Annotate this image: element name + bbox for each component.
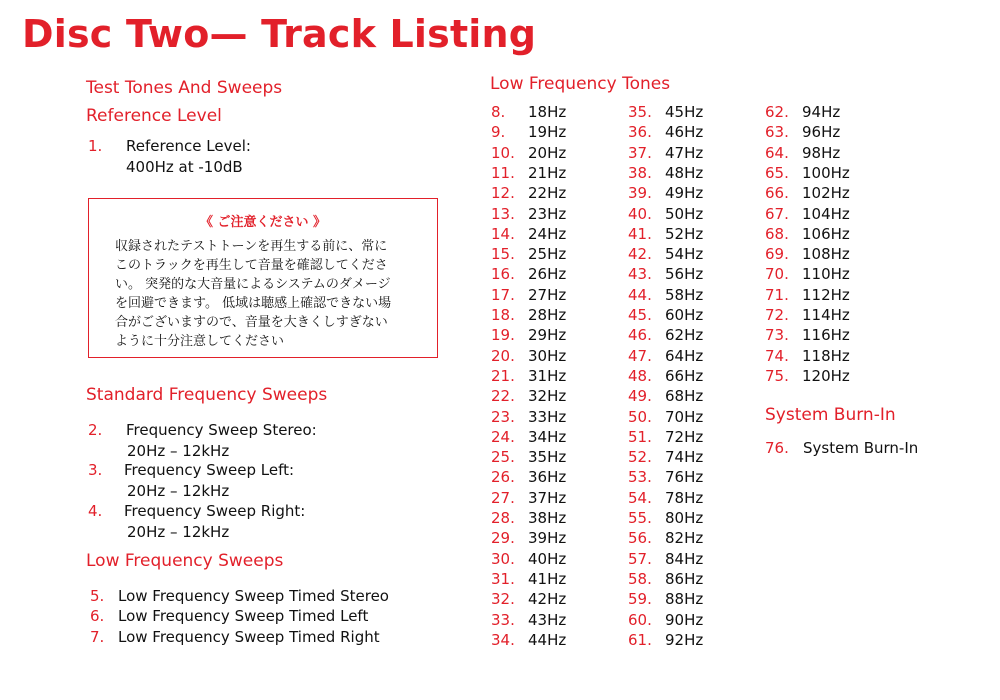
track-number: 7.: [90, 628, 105, 646]
caution-line: い。 突発的な大音量によるシステムのダメージ: [115, 277, 391, 292]
tone-track: [628, 611, 703, 629]
track-number: 40.: [628, 204, 652, 223]
track-title: 54Hz: [665, 245, 704, 264]
track-number: 37.: [628, 143, 652, 162]
tone-track: [491, 590, 566, 608]
tone-track: [628, 570, 703, 588]
caution-title: 《 ご注意ください 》: [199, 215, 327, 230]
track-title: 116Hz: [802, 326, 850, 345]
track-title: 22Hz: [528, 184, 567, 203]
burn-in-heading: System Burn-In: [765, 405, 896, 425]
track-number: 19.: [491, 326, 515, 345]
tone-track: [628, 306, 703, 324]
track-title: 46Hz: [665, 123, 704, 142]
track-number: 46.: [628, 326, 652, 345]
tone-track: [765, 367, 850, 385]
tone-track: [765, 347, 850, 365]
tone-track: [628, 245, 703, 263]
track-number: 64.: [765, 143, 789, 162]
track-number: 44.: [628, 285, 652, 304]
caution-line: 合がございますので、音量を大きくしすぎない: [115, 315, 388, 330]
track-number: 3.: [88, 461, 103, 479]
track-title: 108Hz: [802, 245, 850, 264]
track-number: 72.: [765, 306, 789, 324]
tone-track: [628, 184, 703, 202]
track-title: 66Hz: [665, 366, 704, 385]
caution-box: [88, 198, 438, 358]
track-number: 36.: [628, 123, 652, 142]
track-title: Frequency Sweep Left:: [124, 461, 295, 479]
track-title: 21Hz: [528, 163, 567, 182]
tone-track: [628, 123, 703, 141]
track-1: [88, 137, 251, 155]
tone-track: [628, 286, 703, 304]
track-detail: 20Hz – 12kHz: [127, 482, 230, 500]
track-number: 10.: [491, 143, 515, 162]
tone-track: [765, 245, 850, 263]
track-number: 16.: [491, 265, 515, 284]
track-number: 28.: [491, 509, 515, 527]
tone-track: [628, 103, 703, 121]
track-title: Reference Level:: [126, 137, 251, 155]
track-title: 118Hz: [802, 346, 850, 365]
tone-track: [628, 428, 703, 446]
track-number: 18.: [491, 306, 515, 324]
track-number: 33.: [491, 610, 515, 629]
tone-track: [491, 306, 566, 324]
tone-track: [491, 448, 566, 466]
track-number: 23.: [491, 407, 515, 426]
track-number: 67.: [765, 204, 789, 223]
tone-track: [491, 286, 566, 304]
track-title: 68Hz: [665, 387, 704, 406]
track-title: 34Hz: [528, 427, 567, 446]
low-tones-heading: Low Frequency Tones: [490, 74, 671, 94]
tone-track: [628, 408, 703, 426]
track-title: 37Hz: [528, 488, 567, 507]
tone-track: [491, 570, 566, 588]
track-title: 86Hz: [665, 569, 704, 588]
track-title: 38Hz: [528, 509, 567, 527]
test-tones-heading: Test Tones And Sweeps: [86, 78, 283, 98]
tone-track: [628, 347, 703, 365]
track-number: 15.: [491, 245, 515, 264]
tone-track: [491, 489, 566, 507]
tone-track: [628, 529, 703, 547]
track-title: 64Hz: [665, 346, 704, 365]
track-number: 76.: [765, 439, 789, 457]
track-title: 35Hz: [528, 448, 567, 467]
track-7: [90, 628, 380, 646]
track-number: 35.: [628, 103, 652, 121]
tone-track: [491, 123, 566, 141]
track-title: 41Hz: [528, 569, 567, 588]
track-title: Low Frequency Sweep Timed Right: [118, 628, 380, 646]
tone-track: [491, 631, 566, 649]
track-title: 47Hz: [665, 143, 704, 162]
track-3: [88, 461, 294, 479]
track-number: 51.: [628, 427, 652, 446]
track-number: 24.: [491, 427, 515, 446]
tone-track: [491, 184, 566, 202]
track-title: 39Hz: [528, 529, 567, 548]
tone-track: [628, 326, 703, 344]
track-number: 73.: [765, 326, 789, 345]
track-title: 49Hz: [665, 184, 704, 203]
track-title: 42Hz: [528, 590, 567, 609]
tone-track: [765, 326, 850, 344]
tone-track: [628, 489, 703, 507]
track-number: 2.: [88, 421, 103, 439]
track-number: 11.: [491, 163, 515, 182]
track-title: 18Hz: [528, 103, 567, 121]
track-number: 30.: [491, 549, 515, 568]
caution-line: このトラックを再生して音量を確認してくださ: [115, 258, 388, 273]
track-title: Frequency Sweep Right:: [124, 502, 306, 520]
track-number: 38.: [628, 163, 652, 182]
track-number: 52.: [628, 448, 652, 467]
tone-track: [491, 164, 566, 182]
tone-track: [628, 225, 703, 243]
track-2: [88, 421, 317, 439]
tone-track: [491, 205, 566, 223]
track-number: 48.: [628, 366, 652, 385]
caution-line: ように十分注意してください: [115, 334, 285, 349]
track-number: 59.: [628, 590, 652, 609]
caution-line: 収録されたテストトーンを再生する前に、常に: [115, 239, 388, 254]
track-number: 43.: [628, 265, 652, 284]
track-number: 60.: [628, 610, 652, 629]
tone-track: [628, 468, 703, 486]
page-title: Disc Two— Track Listing: [22, 12, 537, 56]
track-number: 25.: [491, 448, 515, 467]
track-title: 94Hz: [802, 103, 841, 121]
track-number: 6.: [90, 607, 105, 625]
track-detail: 20Hz – 12kHz: [127, 523, 230, 541]
tone-track: [491, 468, 566, 486]
track-title: 62Hz: [665, 326, 704, 345]
track-number: 74.: [765, 346, 789, 365]
tone-track: [628, 144, 703, 162]
track-number: 58.: [628, 569, 652, 588]
track-number: 8.: [491, 103, 506, 121]
track-number: 66.: [765, 184, 789, 203]
track-number: 12.: [491, 184, 515, 203]
track-number: 31.: [491, 569, 515, 588]
track-title: 96Hz: [802, 123, 841, 142]
tone-track: [491, 144, 566, 162]
tone-track: [491, 611, 566, 629]
track-number: 56.: [628, 529, 652, 548]
track-title: 48Hz: [665, 163, 704, 182]
track-title: 25Hz: [528, 245, 567, 264]
track-number: 13.: [491, 204, 515, 223]
tone-track: [491, 529, 566, 547]
track-number: 57.: [628, 549, 652, 568]
track-title: 106Hz: [802, 224, 850, 243]
track-number: 71.: [765, 285, 789, 304]
track-number: 9.: [491, 123, 506, 142]
track-title: 31Hz: [528, 366, 567, 385]
tone-track: [491, 347, 566, 365]
track-number: 34.: [491, 630, 515, 649]
track-title: 110Hz: [802, 265, 850, 284]
standard-sweeps-heading: Standard Frequency Sweeps: [86, 385, 328, 405]
track-title: 112Hz: [802, 285, 850, 304]
track-title: 19Hz: [528, 123, 567, 142]
tone-track: [628, 509, 703, 527]
track-number: 41.: [628, 224, 652, 243]
track-number: 4.: [88, 502, 103, 520]
track-title: 104Hz: [802, 204, 850, 223]
track-title: 26Hz: [528, 265, 567, 284]
track-title: 82Hz: [665, 529, 704, 548]
track-number: 70.: [765, 265, 789, 284]
tone-track: [628, 164, 703, 182]
track-title: 30Hz: [528, 346, 567, 365]
tone-track: [491, 367, 566, 385]
tone-track: [765, 184, 850, 202]
track-number: 17.: [491, 285, 515, 304]
track-number: 26.: [491, 468, 515, 487]
track-detail: 400Hz at -10dB: [126, 158, 243, 176]
track-title: 70Hz: [665, 407, 704, 426]
track-number: 75.: [765, 366, 789, 385]
track-title: Frequency Sweep Stereo:: [126, 421, 317, 439]
tone-track: [491, 408, 566, 426]
track-title: 88Hz: [665, 590, 704, 609]
tone-track: [491, 225, 566, 243]
track-title: 76Hz: [665, 468, 704, 487]
tone-track: [628, 367, 703, 385]
tone-track: [491, 550, 566, 568]
track-title: 72Hz: [665, 427, 704, 446]
tone-track: [491, 387, 566, 405]
track-number: 49.: [628, 387, 652, 406]
track-number: 69.: [765, 245, 789, 264]
track-title: Low Frequency Sweep Timed Stereo: [118, 587, 389, 605]
track-title: 45Hz: [665, 103, 704, 121]
track-number: 20.: [491, 346, 515, 365]
track-title: 90Hz: [665, 610, 704, 629]
caution-line: を回避できます。 低域は聴感上確認できない場: [115, 296, 392, 311]
tone-track: [628, 205, 703, 223]
track-76: [765, 439, 918, 457]
tone-track: [628, 550, 703, 568]
track-title: System Burn-In: [803, 439, 919, 457]
tone-track: [765, 103, 840, 121]
tone-track: [765, 164, 850, 182]
tone-track: [491, 103, 566, 121]
tone-track: [765, 265, 850, 283]
tone-track: [628, 448, 703, 466]
track-title: 43Hz: [528, 610, 567, 629]
track-title: 60Hz: [665, 306, 704, 324]
tone-track: [765, 144, 840, 162]
tone-track: [765, 225, 850, 243]
track-4: [88, 502, 305, 520]
track-title: 44Hz: [528, 630, 567, 649]
track-title: 80Hz: [665, 509, 704, 527]
track-number: 27.: [491, 488, 515, 507]
track-title: 29Hz: [528, 326, 567, 345]
track-number: 42.: [628, 245, 652, 264]
track-title: 24Hz: [528, 224, 567, 243]
tone-track: [628, 265, 703, 283]
tone-track: [491, 428, 566, 446]
tone-track: [765, 286, 850, 304]
track-number: 21.: [491, 366, 515, 385]
track-number: 54.: [628, 488, 652, 507]
track-5: [90, 587, 389, 605]
track-number: 55.: [628, 509, 652, 527]
track-title: 78Hz: [665, 488, 704, 507]
tone-track: [491, 245, 566, 263]
track-title: 40Hz: [528, 549, 567, 568]
track-number: 14.: [491, 224, 515, 243]
tone-track: [765, 205, 850, 223]
track-title: 58Hz: [665, 285, 704, 304]
track-detail: 20Hz – 12kHz: [127, 442, 230, 460]
low-sweeps-heading: Low Frequency Sweeps: [86, 551, 284, 571]
tone-track: [765, 123, 840, 141]
track-number: 5.: [90, 587, 105, 605]
track-number: 45.: [628, 306, 652, 324]
tone-track: [628, 387, 703, 405]
track-title: 100Hz: [802, 163, 850, 182]
track-number: 32.: [491, 590, 515, 609]
caution-text: [115, 237, 415, 351]
track-title: 28Hz: [528, 306, 567, 324]
track-title: 120Hz: [802, 366, 850, 385]
track-title: 23Hz: [528, 204, 567, 223]
track-number: 50.: [628, 407, 652, 426]
reference-level-heading: Reference Level: [86, 106, 222, 126]
tone-track: [491, 265, 566, 283]
track-title: 27Hz: [528, 285, 567, 304]
tone-track: [491, 326, 566, 344]
track-title: 102Hz: [802, 184, 850, 203]
track-title: 74Hz: [665, 448, 704, 467]
track-title: 114Hz: [802, 306, 850, 324]
track-number: 61.: [628, 630, 652, 649]
track-number: 68.: [765, 224, 789, 243]
track-title: 50Hz: [665, 204, 704, 223]
track-title: 98Hz: [802, 143, 841, 162]
track-number: 53.: [628, 468, 652, 487]
track-title: 36Hz: [528, 468, 567, 487]
tone-track: [765, 306, 850, 324]
track-title: Low Frequency Sweep Timed Left: [118, 607, 369, 625]
track-title: 92Hz: [665, 630, 704, 649]
track-title: 32Hz: [528, 387, 567, 406]
tone-track: [628, 631, 703, 649]
track-number: 39.: [628, 184, 652, 203]
track-title: 52Hz: [665, 224, 704, 243]
track-6: [90, 607, 368, 625]
track-number: 29.: [491, 529, 515, 548]
tone-track: [491, 509, 566, 527]
track-number: 62.: [765, 103, 789, 121]
track-title: 33Hz: [528, 407, 567, 426]
track-number: 65.: [765, 163, 789, 182]
track-number: 63.: [765, 123, 789, 142]
track-title: 56Hz: [665, 265, 704, 284]
tone-track: [628, 590, 703, 608]
track-title: 20Hz: [528, 143, 567, 162]
track-number: 1.: [88, 137, 103, 155]
track-title: 84Hz: [665, 549, 704, 568]
track-number: 47.: [628, 346, 652, 365]
track-number: 22.: [491, 387, 515, 406]
